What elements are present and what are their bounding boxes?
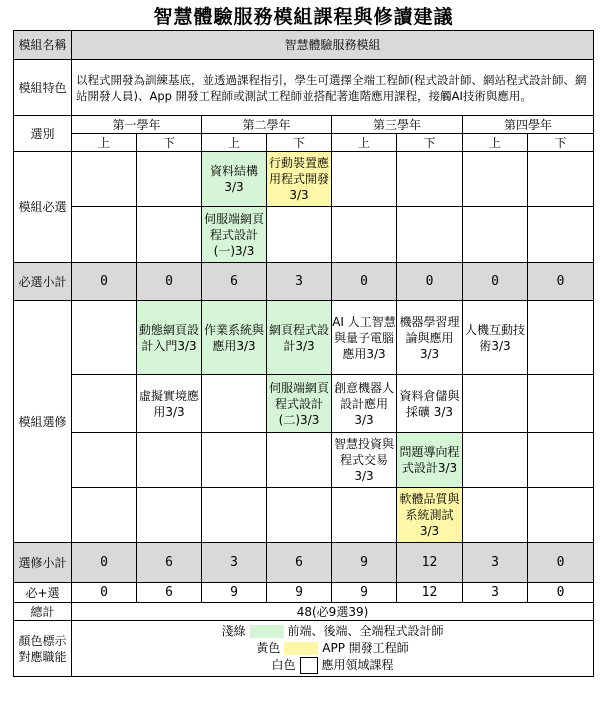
course-cell: 問題導向程式設計3/3 [397,433,463,488]
course-cell: 虛擬實境應用3/3 [137,375,202,433]
course-cell [137,207,202,263]
legend-white [72,657,593,674]
required-subtotal-row [14,263,594,301]
course-cell [332,152,397,207]
semester-header-row [14,134,594,152]
semester: 上 [202,134,267,152]
legend-yellow [72,640,593,657]
category-label: 選別 [14,116,72,152]
course-cell [267,488,332,543]
yellow-swatch [284,642,318,655]
required-row-1 [14,152,594,207]
course-cell: 機器學習理論與應用3/3 [397,301,463,375]
combined-value: 3 [463,583,528,603]
course-cell [137,152,202,207]
course-cell [137,488,202,543]
semester: 下 [267,134,332,152]
course-cell: 創意機器人設計應用3/3 [332,375,397,433]
legend-green-text: 前端、後端、全端程式設計師 [287,624,444,638]
course-cell: 網頁程式設計3/3 [267,301,332,375]
module-feature-row [14,60,594,116]
subtotal-value: 6 [202,263,267,301]
course-cell [528,488,594,543]
course-cell [72,488,137,543]
elective-row-2 [14,375,594,433]
subtotal-value: 3 [267,263,332,301]
green-swatch [250,625,284,638]
subtotal-value: 0 [528,543,594,583]
elective-row-4 [14,488,594,543]
subtotal-value: 0 [397,263,463,301]
page-title: 智慧體驗服務模組課程與修讀建議 [153,6,454,28]
course-cell: 動態網頁設計入門3/3 [137,301,202,375]
course-cell [72,433,137,488]
course-cell [72,207,137,263]
elective-row-1 [14,301,594,375]
elective-row-3 [14,433,594,488]
legend-content [72,621,594,677]
required-label: 模組必選 [14,152,72,263]
course-cell: 資料倉儲與採礦 3/3 [397,375,463,433]
subtotal-value: 0 [528,263,594,301]
year-2: 第二學年 [202,116,332,134]
course-cell [267,207,332,263]
year-1: 第一學年 [72,116,202,134]
subtotal-value: 9 [332,543,397,583]
module-feature-text: 以程式開發為訓練基底，並透過課程指引，學生可選擇全端工程師(程式設計師、網站程式設計師、網站開發人員)、App 開發工程師或測試工程師並搭配著進階應用課程，接觸AI技術與應用。 [72,60,594,116]
course-cell: 人機互動技術3/3 [463,301,528,375]
combined-label: 必+選 [14,583,72,603]
combined-value: 12 [397,583,463,603]
year-4: 第四學年 [463,116,594,134]
course-cell [463,433,528,488]
total-label: 總計 [14,603,72,621]
subtotal-value: 0 [72,263,137,301]
course-cell [463,207,528,263]
course-cell [137,433,202,488]
course-cell [332,488,397,543]
legend-label: 顏色標示對應職能 [14,621,72,677]
course-cell: 智慧投資與程式交易3/3 [332,433,397,488]
combined-value: 9 [332,583,397,603]
course-cell: 行動裝置應用程式開發3/3 [267,152,332,207]
course-cell [202,375,267,433]
course-cell [528,207,594,263]
subtotal-value: 6 [137,543,202,583]
combined-row [14,583,594,603]
course-cell [332,207,397,263]
required-subtotal-label: 必選小計 [14,263,72,301]
legend-row [14,621,594,677]
module-feature-label: 模組特色 [14,60,72,116]
combined-value: 9 [267,583,332,603]
elective-subtotal-row [14,543,594,583]
combined-value: 0 [72,583,137,603]
semester: 上 [332,134,397,152]
subtotal-value: 6 [267,543,332,583]
subtotal-value: 3 [202,543,267,583]
combined-value: 6 [137,583,202,603]
course-cell [528,375,594,433]
course-cell [202,433,267,488]
elective-label: 模組選修 [14,301,72,543]
course-cell [202,488,267,543]
course-cell: 伺服端網頁程式設計(二)3/3 [267,375,332,433]
course-cell [267,433,332,488]
legend-white-name: 白色 [271,658,296,672]
course-cell [528,433,594,488]
semester: 下 [528,134,594,152]
course-cell [528,301,594,375]
module-name-label: 模組名稱 [14,31,72,60]
course-cell: 軟體品質與系統測試3/3 [397,488,463,543]
year-header-row [14,116,594,134]
course-cell: 伺服端網頁程式設計(一)3/3 [202,207,267,263]
course-cell: 作業系統與應用3/3 [202,301,267,375]
course-cell [528,152,594,207]
subtotal-value: 0 [332,263,397,301]
legend-yellow-name: 黃色 [256,641,281,655]
subtotal-value: 12 [397,543,463,583]
total-value: 48(必9選39) [72,603,594,621]
course-cell [463,375,528,433]
course-cell [463,152,528,207]
legend-green [72,623,593,640]
course-cell [397,207,463,263]
combined-value: 0 [528,583,594,603]
legend-green-name: 淺綠 [221,624,246,638]
semester: 上 [463,134,528,152]
total-row [14,603,594,621]
combined-value: 9 [202,583,267,603]
subtotal-value: 0 [137,263,202,301]
legend-white-text: 應用領域課程 [321,658,394,672]
course-table [13,30,594,677]
white-swatch [300,657,318,674]
subtotal-value: 0 [463,263,528,301]
module-name-value: 智慧體驗服務模組 [72,31,594,60]
course-cell [72,375,137,433]
legend-yellow-text: APP 開發工程師 [322,641,409,655]
elective-subtotal-label: 選修小計 [14,543,72,583]
semester: 上 [72,134,137,152]
semester: 下 [397,134,463,152]
course-cell: 資料結構3/3 [202,152,267,207]
year-3: 第三學年 [332,116,463,134]
subtotal-value: 0 [72,543,137,583]
course-cell [72,152,137,207]
course-cell: AI 人工智慧與量子電腦應用3/3 [332,301,397,375]
course-cell [463,488,528,543]
module-name-row [14,31,594,60]
required-row-2 [14,207,594,263]
semester: 下 [137,134,202,152]
subtotal-value: 3 [463,543,528,583]
course-cell [397,152,463,207]
course-cell [72,301,137,375]
